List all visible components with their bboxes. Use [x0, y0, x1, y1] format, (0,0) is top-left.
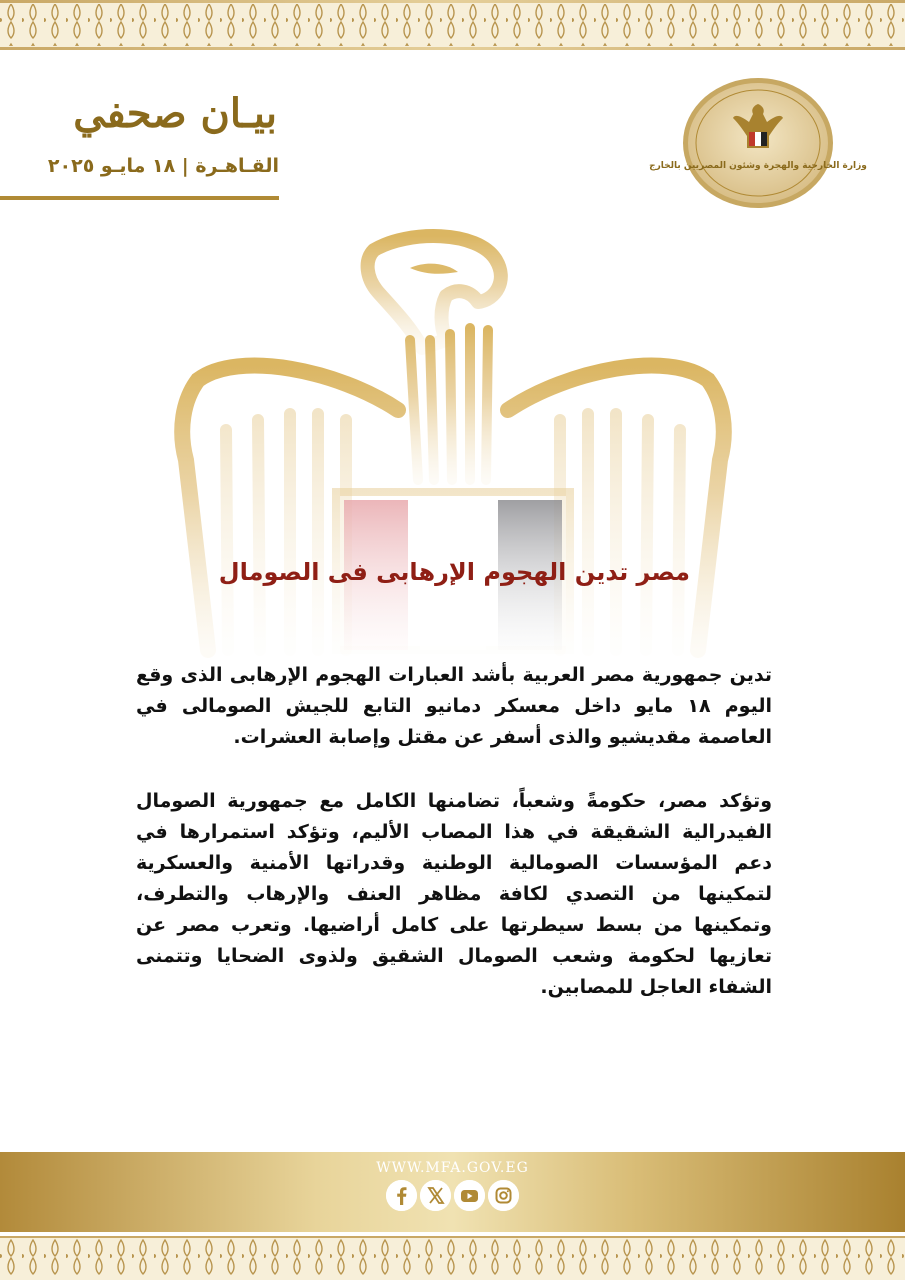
eagle-watermark: [178, 230, 728, 650]
header-divider: [0, 196, 279, 200]
x-icon[interactable]: [420, 1180, 451, 1211]
document-type-title: بيـان صحفي: [73, 90, 277, 137]
headline: مصر تدين الهجوم الإرهابى فى الصومال: [218, 558, 690, 586]
bottom-ornamental-border: [0, 1236, 905, 1280]
facebook-icon[interactable]: [386, 1180, 417, 1211]
ministry-seal-logo: [649, 76, 867, 210]
website-link[interactable]: WWW.MFA.GOV.EG: [376, 1160, 529, 1176]
top-ornamental-border: [0, 0, 905, 58]
instagram-icon[interactable]: [488, 1180, 519, 1211]
body-paragraph-1: تدين جمهورية مصر العربية بأشد العبارات الهجوم الإرهابى الذى وقع اليوم ١٨ مايو داخل معسكر دمانيو التابع للجيش الصومالى في العاصمة مقديشيو والذى أسفر عن مقتل وإصابة العشرات.: [136, 664, 773, 748]
youtube-icon[interactable]: [454, 1180, 485, 1211]
seal-text: وزارة الخارجية والهجرة وشئون المصريين بالخارج: [649, 161, 867, 171]
location-date: القـاهـرة | ١٨ مايـو ٢٠٢٥: [47, 155, 279, 177]
body-paragraph-2: وتؤكد مصر، حكومةً وشعباً، تضامنها الكامل مع جمهورية الصومال الفيدرالية الشقيقة في هذا المصاب الأليم، وتؤكد استمرارها في دعم المؤسسات الصومالية الوطنية وقدراتها الأمنية والعسكرية لتمكينها من التصدي لكافة مظاهر العنف والإرهاب والتطرف، وتمكينها من بسط سيطرتها على كامل أراضيها. وتعرب مصر عن تعازيها لحكومة وشعب الصومال الشقيق ولذوى الضحايا وتتمنى الشفاء العاجل للمصابين.: [136, 790, 772, 998]
social-links: [386, 1180, 518, 1212]
